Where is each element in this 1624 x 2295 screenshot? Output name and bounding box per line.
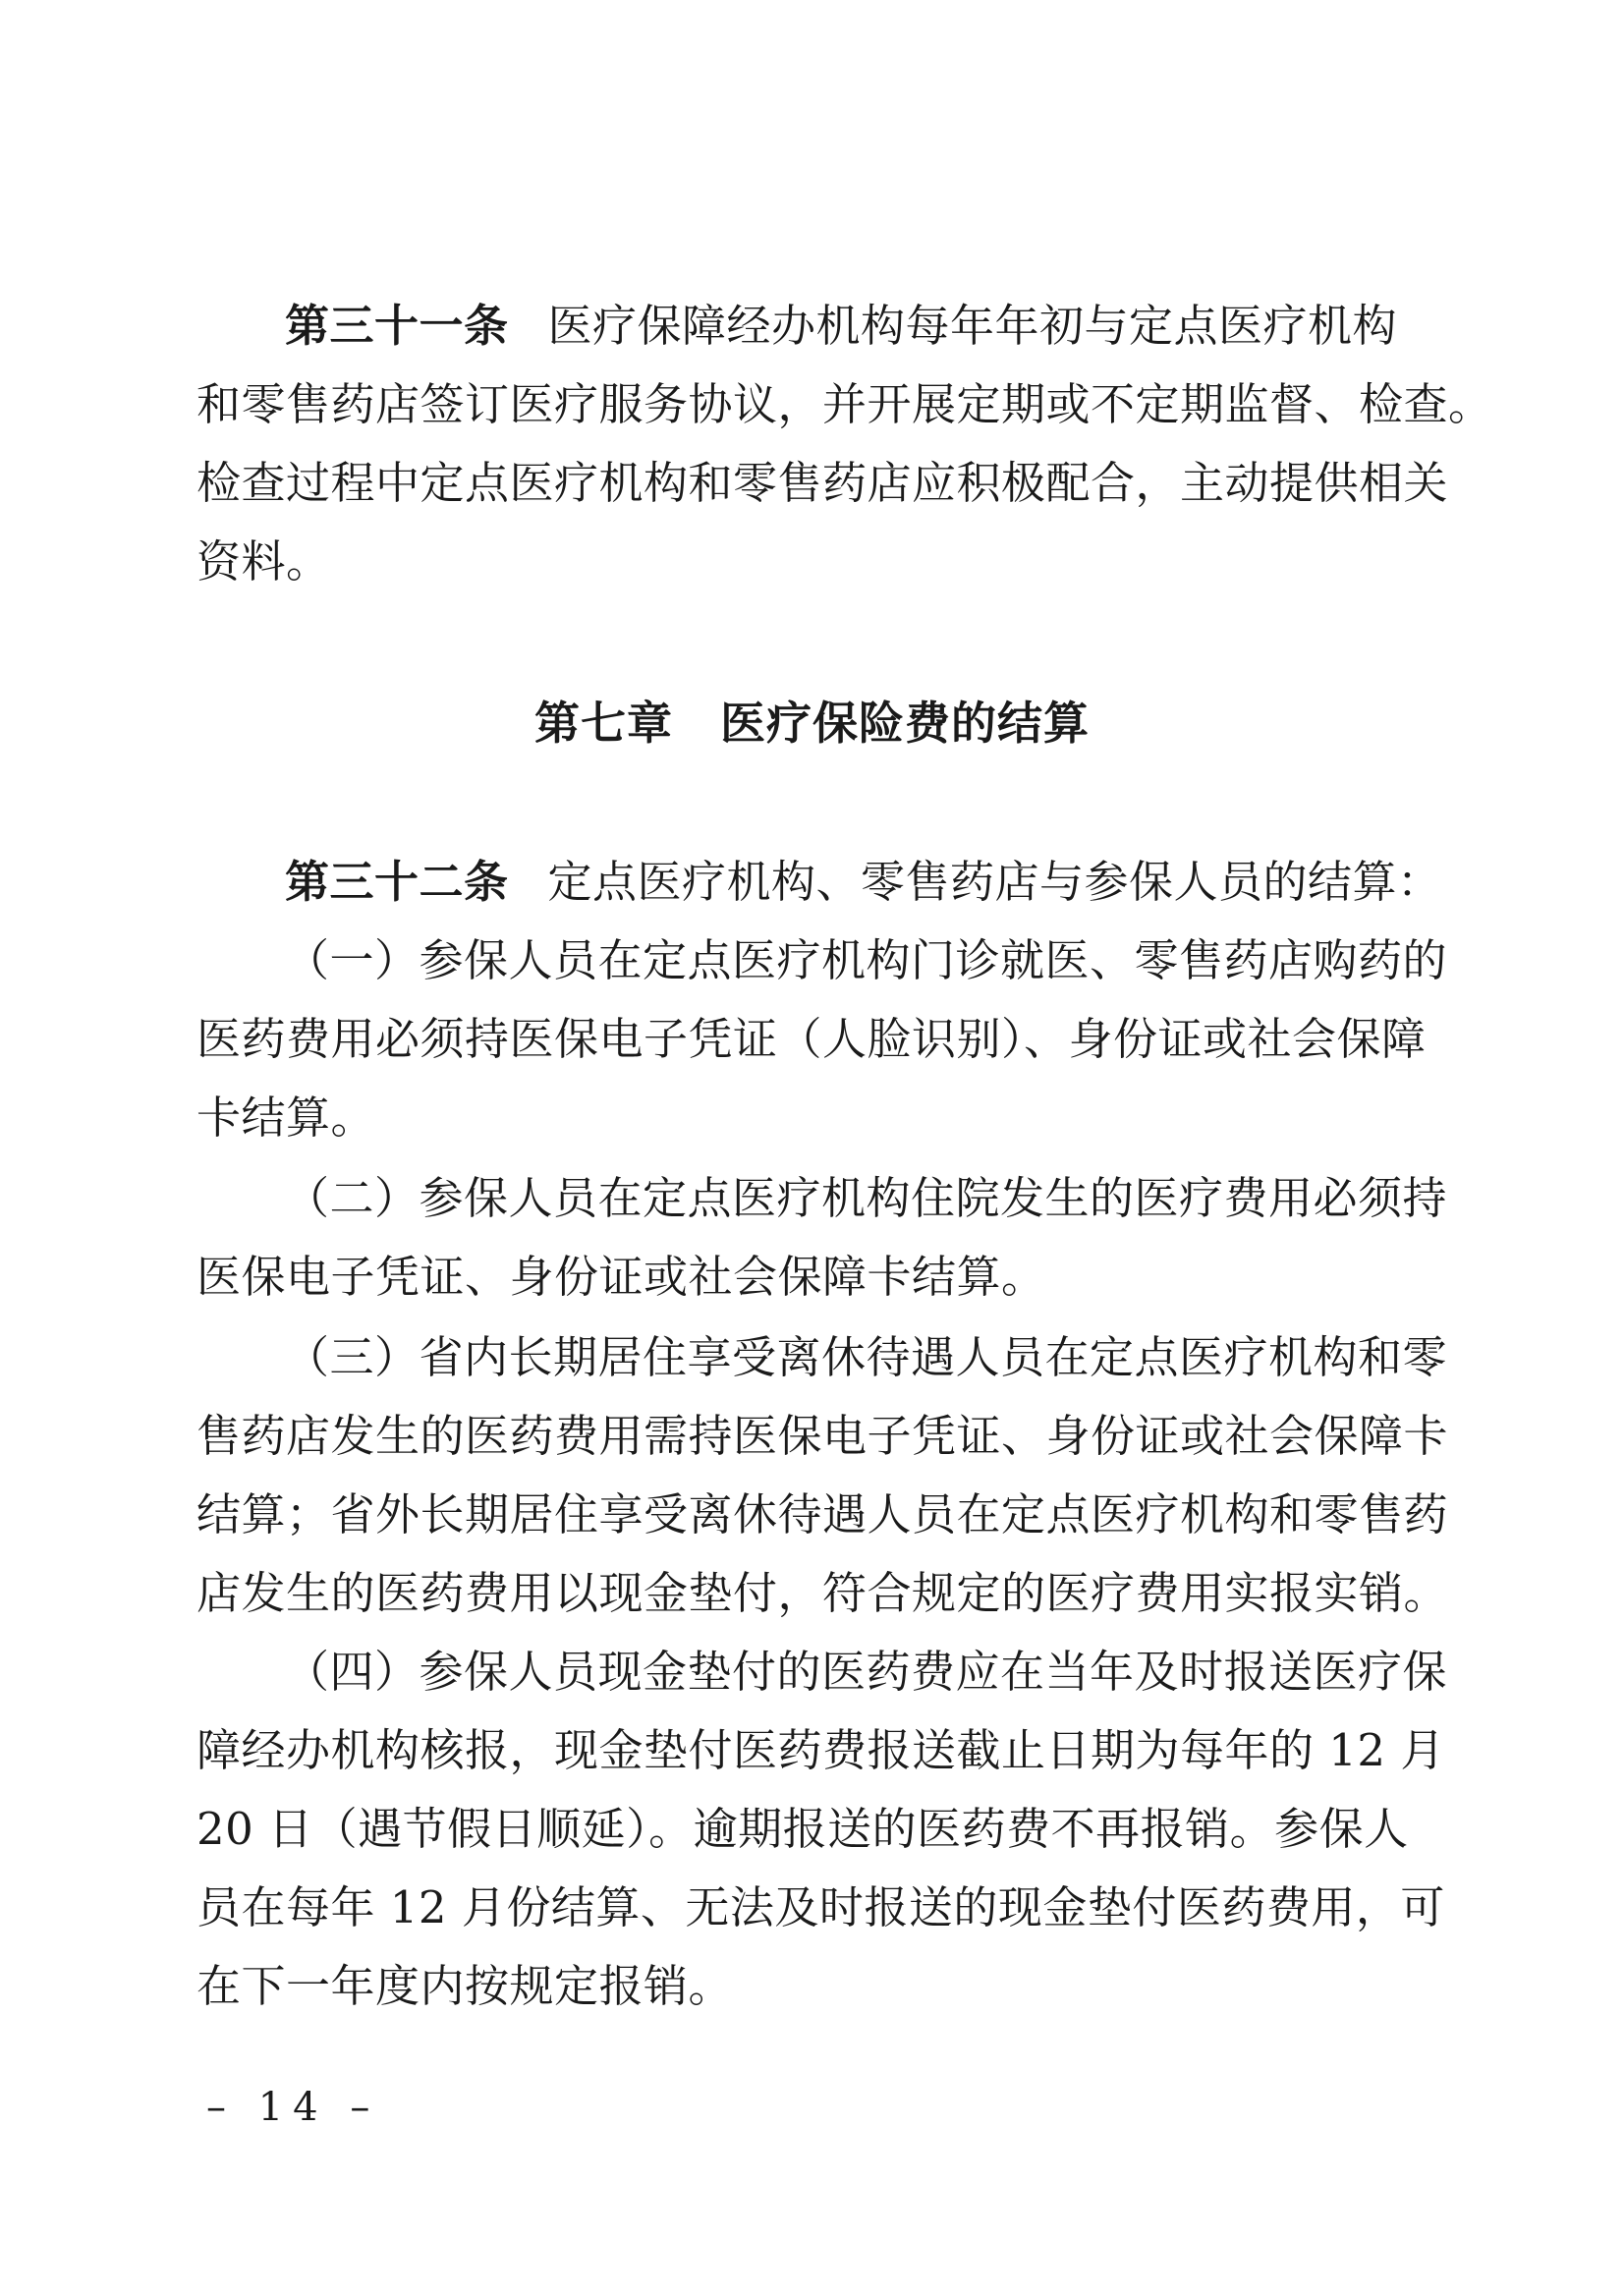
article-31-first-line xyxy=(285,297,1415,356)
page-number: – 14 – xyxy=(206,2085,380,2130)
item-4-line-3: 20 日（遇节假日顺延）。逾期报送的医药费不再报销。参保人 xyxy=(196,1803,1409,1855)
article-31-label: 第三十一条 xyxy=(285,300,509,352)
item-1-line-3: 卡结算。 xyxy=(196,1092,376,1144)
item-2-line-2: 医保电子凭证、身份证或社会保障卡结算。 xyxy=(196,1251,1046,1303)
chapter-title: 医疗保险费的结算 xyxy=(720,697,1090,750)
item-3-line-3: 结算；省外长期居住享受离休待遇人员在定点医疗机构和零售药 xyxy=(196,1488,1449,1540)
article-32-label: 第三十二条 xyxy=(285,856,509,908)
article-31-text-line-2: 和零售药店签订医疗服务协议，并开展定期或不定期监督、检查。 xyxy=(196,378,1493,430)
item-3-line-4: 店发生的医药费用以现金垫付，符合规定的医疗费用实报实销。 xyxy=(196,1567,1449,1619)
item-2-line-1: （二）参保人员在定点医疗机构住院发生的医疗费用必须持 xyxy=(285,1172,1448,1224)
chapter-heading xyxy=(0,694,1624,753)
article-32-first-line xyxy=(285,853,1442,912)
article-31-text-line-1: 医疗保障经办机构每年年初与定点医疗机构 xyxy=(547,300,1398,352)
item-4-line-2: 障经办机构核报，现金垫付医药费报送截止日期为每年的 12 月 xyxy=(196,1724,1445,1776)
item-4-line-4: 员在每年 12 月份结算、无法及时报送的现金垫付医药费用，可 xyxy=(196,1881,1445,1933)
item-3-line-2: 售药店发生的医药费用需持医保电子凭证、身份证或社会保障卡 xyxy=(196,1410,1449,1462)
item-4-line-5: 在下一年度内按规定报销。 xyxy=(196,1960,734,2012)
chapter-number: 第七章 xyxy=(534,697,673,750)
article-32-intro: 定点医疗机构、零售药店与参保人员的结算： xyxy=(547,856,1442,908)
article-31-text-line-3: 检查过程中定点医疗机构和零售药店应积极配合，主动提供相关 xyxy=(196,457,1449,509)
item-4-line-1: （四）参保人员现金垫付的医药费应在当年及时报送医疗保 xyxy=(285,1646,1448,1698)
item-3-line-1: （三）省内长期居住享受离休待遇人员在定点医疗机构和零 xyxy=(285,1331,1448,1383)
article-31-text-line-4: 资料。 xyxy=(196,535,331,588)
item-1-line-2: 医药费用必须持医保电子凭证（人脸识别）、身份证或社会保障 xyxy=(196,1013,1427,1065)
item-1-line-1: （一）参保人员在定点医疗机构门诊就医、零售药店购药的 xyxy=(285,934,1448,986)
